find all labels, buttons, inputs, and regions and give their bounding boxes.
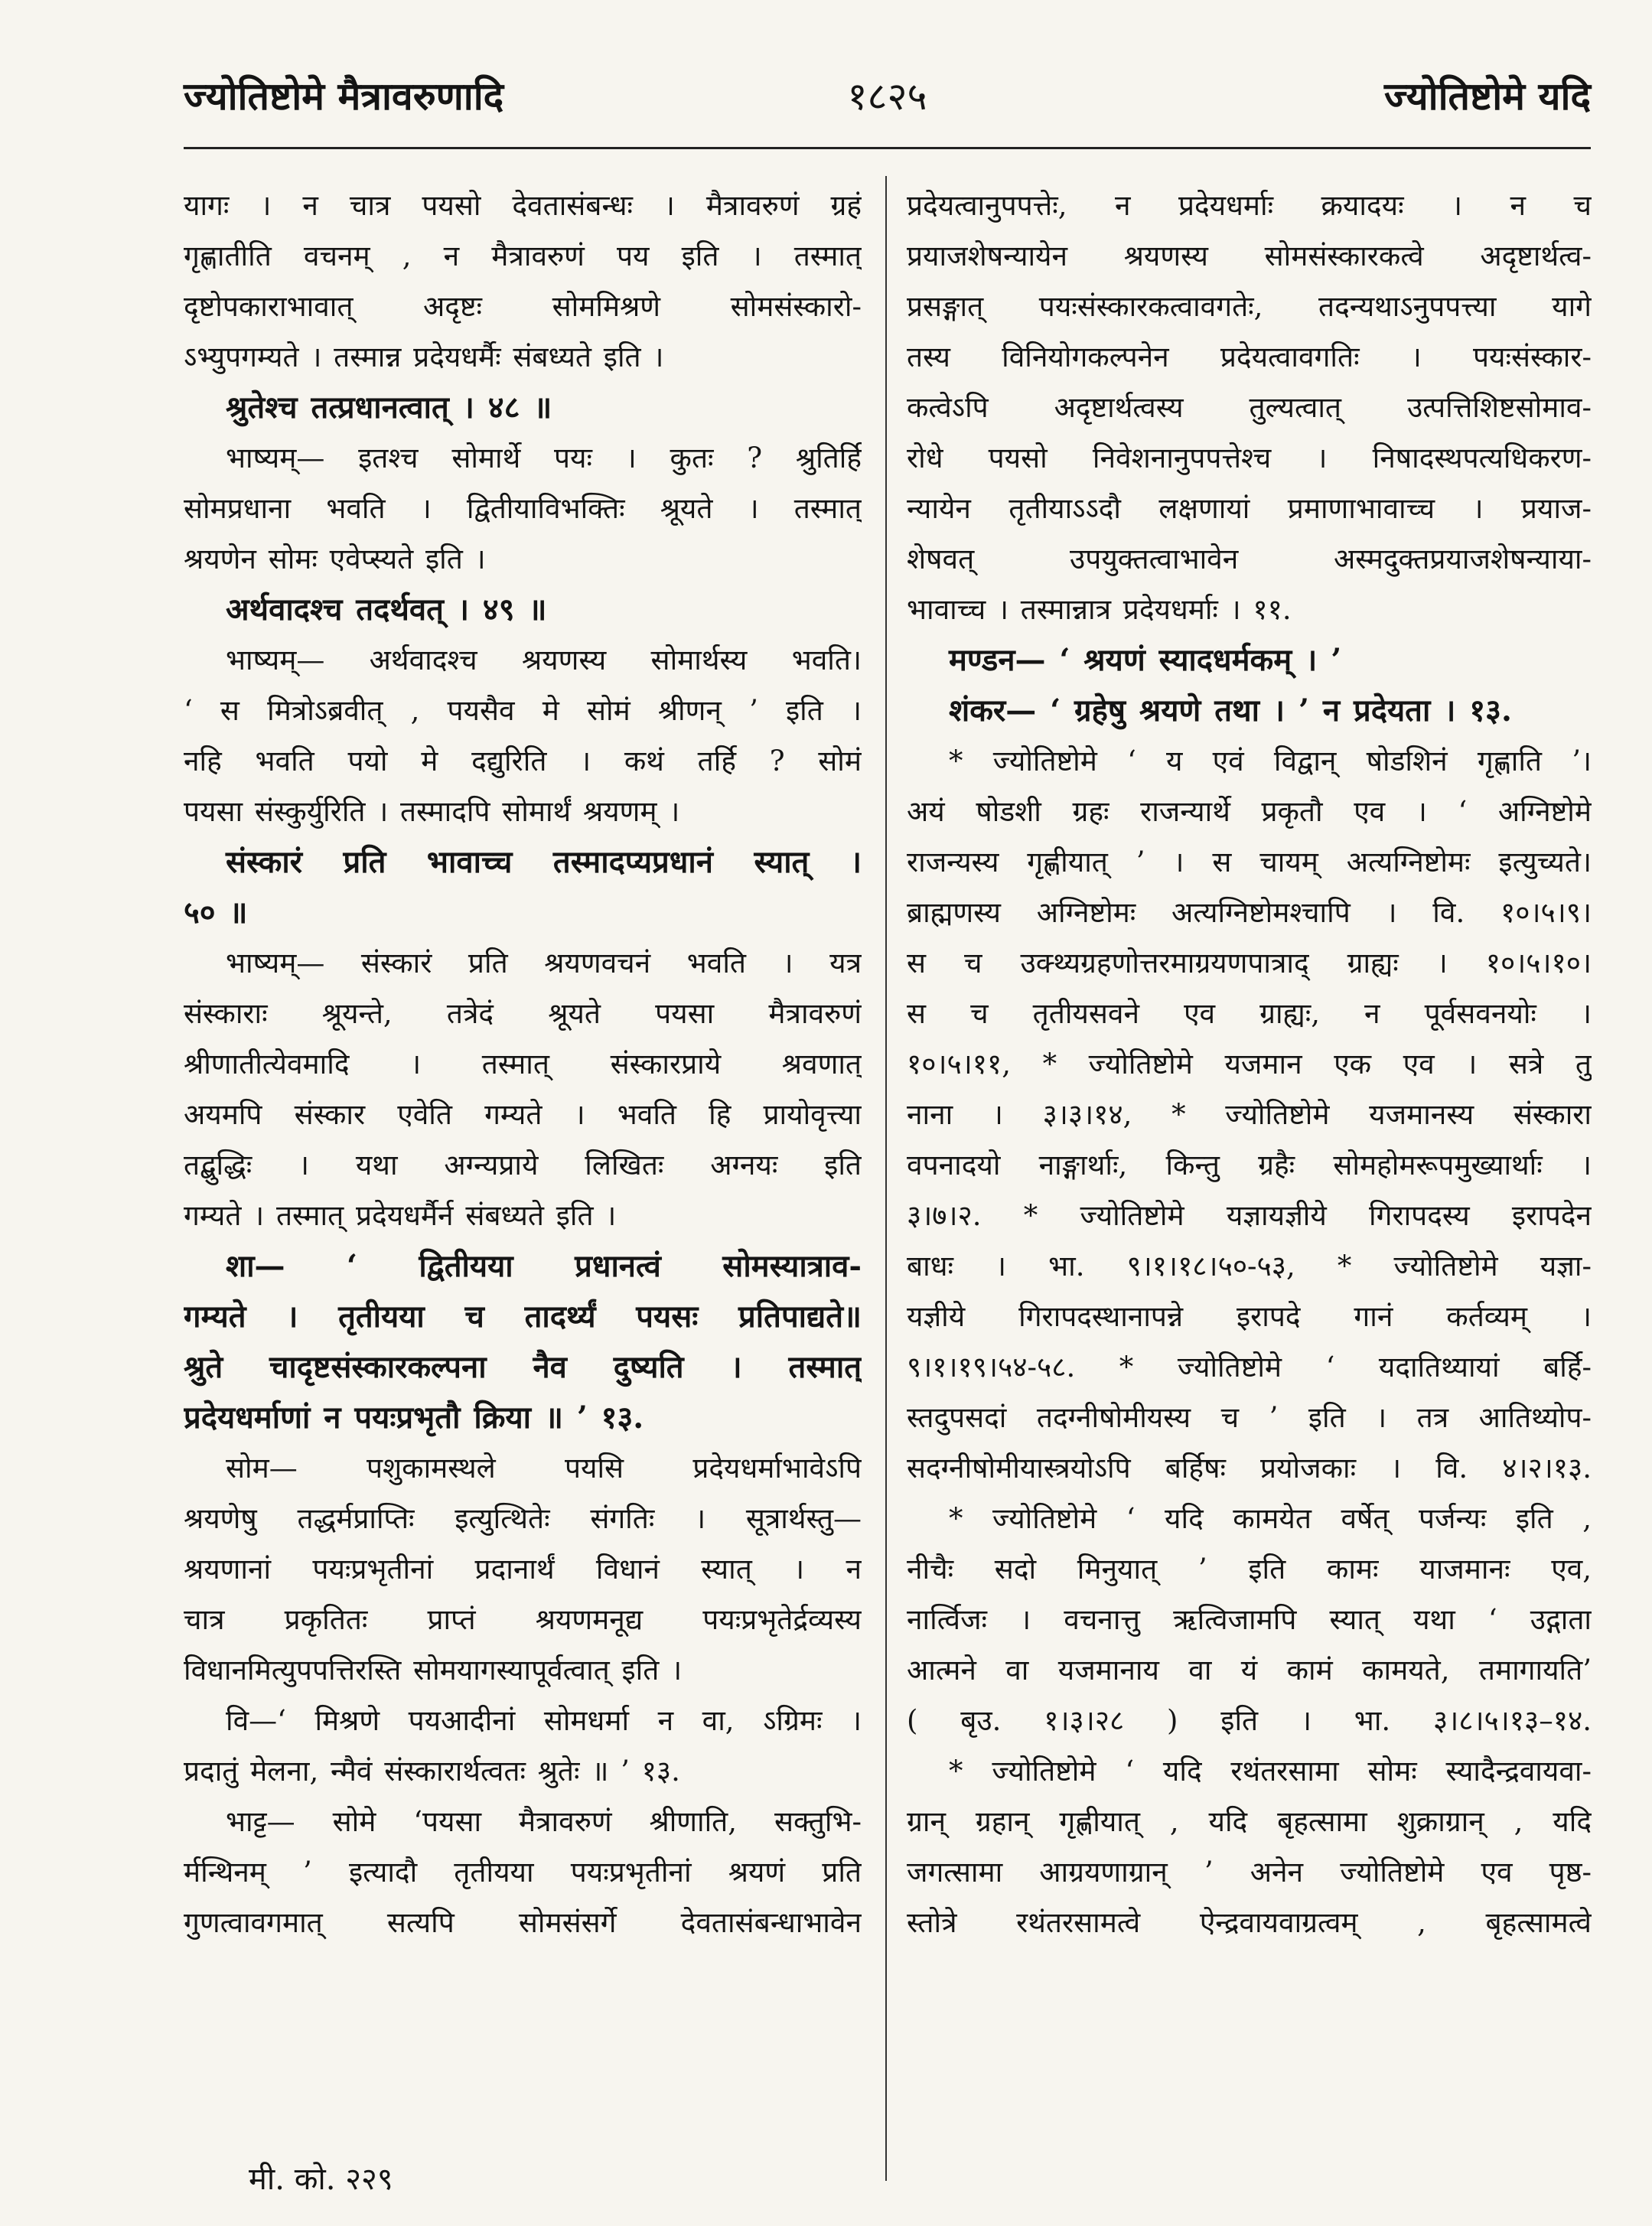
- text-line: राजन्यस्य गृह्णीयात् ’ । स चायम् अत्यग्निष्टोमः इत्युच्यते।: [907, 846, 1592, 878]
- text-line: अयमपि संस्कार एवेति गम्यते । भवति हि प्रायोवृत्त्या: [184, 1098, 862, 1131]
- text-line: चात्र प्रकृतितः प्राप्तं श्रयणमनूद्य पयःप्रभृतेर्द्रव्यस्य: [184, 1603, 862, 1636]
- text-line: गुणत्वावगमात् सत्यपि सोमसंसर्गे देवतासंबन्धाभावेन: [184, 1906, 862, 1939]
- text-line: नार्त्विजः । वचनात्तु ऋत्विजामपि स्यात् यथा ‘ उद्गाता: [907, 1603, 1592, 1636]
- page-header: [184, 69, 1591, 138]
- text-line: स्तदुपसदां तदग्नीषोमीयस्य च ’ इति । तत्र आतिथ्योप-: [907, 1401, 1592, 1434]
- header-rule: [184, 147, 1591, 149]
- shabara-verse: गम्यते । तृतीयया च तादर्थ्यं पयसः प्रतिपाद्यते॥: [184, 1299, 862, 1335]
- text-line: र्मन्थिनम् ’ इत्यादौ तृतीयया पयःप्रभृतीनां श्रयणं प्रति: [184, 1856, 862, 1889]
- text-line: ३।७।२. * ज्योतिष्टोमे यज्ञायज्ञीये गिरापदस्य इरापदेन: [907, 1199, 1592, 1232]
- text-line: न्यायेन तृतीयाऽऽदौ लक्षणायां प्रमाणाभावाच्च । प्रयाज-: [907, 492, 1592, 525]
- soma-commentary: सोम— पशुकामस्थले पयसि प्रदेयधर्माभावेऽपि: [226, 1452, 862, 1485]
- text-line: सदग्नीषोमीयास्त्रयोऽपि बर्हिषः प्रयोजकाः । वि. ४।२।१३.: [907, 1452, 1592, 1485]
- text-line: स्तोत्रे रथंतरसामत्वे ऐन्द्रवायवाग्रत्वम् , बृहत्सामत्वे: [907, 1906, 1592, 1939]
- sutra-49: अर्थवादश्च तदर्थवत् । ४९ ॥: [226, 592, 547, 627]
- text-line: ‘ स मित्रोऽब्रवीत् , पयसैव मे सोमं श्रीणन् ’ इति ।: [184, 694, 862, 727]
- text-line: गृह्णातीति वचनम् , न मैत्रावरुणं पय इति । तस्मात्: [184, 240, 862, 272]
- text-line: विधानमित्युपपत्तिरस्ति सोमयागस्यापूर्वत्वात् इति ।: [184, 1654, 683, 1687]
- text-line: यागः । न चात्र पयसो देवतासंबन्धः । मैत्रावरुणं ग्रहं: [184, 189, 862, 222]
- text-line: प्रदातुं मेलना, न्मैवं संस्कारार्थत्वतः श्रुतेः ॥ ’ १३.: [184, 1755, 680, 1788]
- text-line: रोधे पयसो निवेशनानुपपत्तेश्च । निषादस्थपत्यधिकरण-: [907, 442, 1592, 474]
- right-column: [907, 181, 1592, 2170]
- text-line: ९।१।१९।५४-५८. * ज्योतिष्टोमे ‘ यदातिथ्यायां बर्हि-: [907, 1351, 1592, 1384]
- text-line: शेषवत् उपयुक्तत्वाभावेन अस्मदुक्तप्रयाजशेषन्याया-: [907, 543, 1592, 575]
- text-line: गम्यते । तस्मात् प्रदेयधर्मैर्न संबध्यते इति ।: [184, 1199, 617, 1232]
- text-line: श्रयणेन सोमः एवेप्स्यते इति ।: [184, 543, 486, 575]
- text-line: प्रयाजशेषन्यायेन श्रयणस्य सोमसंस्कारकत्वे अदृष्टार्थत्व-: [907, 240, 1592, 272]
- sutra-50-number: ५० ॥: [184, 895, 248, 930]
- text-line: ब्राह्मणस्य अग्निष्टोमः अत्यग्निष्टोमश्चापि । वि. १०।५।९।: [907, 896, 1592, 929]
- text-line: ग्रान् ग्रहान् गृह्णीयात् , यदि बृहत्सामा शुक्राग्रान् , यदि: [907, 1805, 1592, 1838]
- text-line: वपनादयो नाङ्गार्थाः, किन्तु ग्रहैः सोमहोमरूपमुख्यार्थाः ।: [907, 1149, 1592, 1181]
- shankara-verse: शंकर— ‘ ग्रहेषु श्रयणे तथा । ’ न प्रदेयता । १३.: [949, 693, 1512, 728]
- text-line: श्रयणेषु तद्धर्मप्राप्तिः इत्युत्थितेः संगतिः । सूत्रार्थस्तु—: [184, 1502, 862, 1535]
- signature-mark: मी. को. २२९: [249, 2162, 393, 2197]
- shabara-verse: श्रुते चादृष्टसंस्कारकल्पना नैव दुष्यति । तस्मात्: [184, 1349, 862, 1385]
- bhashya-line: भाष्यम्— इतश्च सोमार्थे पयः । कुतः ? श्रुतिर्हि: [226, 442, 862, 474]
- text-line: पयसा संस्कुर्युरिति । तस्मादपि सोमार्थं श्रयणम् ।: [184, 795, 680, 828]
- text-line: नहि भवति पयो मे दद्युरिति । कथं तर्हि ? सोमं: [184, 745, 862, 777]
- text-line: सोमप्रधाना भवति । द्वितीयाविभक्तिः श्रूयते । तस्मात्: [184, 492, 862, 525]
- sutra-48: श्रुतेश्च तत्प्रधानत्वात् । ४८ ॥: [226, 389, 552, 425]
- sutra-50: संस्कारं प्रति भावाच्च तस्मादप्यप्रधानं स्यात् ।: [226, 844, 862, 880]
- text-line: श्रीणातीत्येवमादि । तस्मात् संस्कारप्राये श्रवणात्: [184, 1048, 862, 1080]
- text-line: प्रदेयत्वानुपपत्तेः, न प्रदेयधर्माः क्रयादयः । न च: [907, 189, 1592, 222]
- shabara-verse: प्रदेयधर्माणां न पयःप्रभृतौ क्रिया ॥ ’ १३.: [184, 1400, 644, 1436]
- text-line: तद्बुद्धिः । यथा अग्न्यप्राये लिखितः अग्नयः इति: [184, 1149, 862, 1181]
- left-column: [184, 181, 862, 2170]
- text-line: ( बृउ. १।३।२८ ) इति । भा. ३।८।५।१३–१४.: [907, 1704, 1592, 1737]
- running-head-left: ज्योतिष्टोमे मैत्रावरुणादि: [184, 73, 504, 119]
- running-head-right: ज्योतिष्टोमे यदि: [1384, 73, 1591, 119]
- text-line: भावाच्च । तस्मान्नात्र प्रदेयधर्माः । ११.: [907, 593, 1292, 626]
- vi-commentary: वि—‘ मिश्रणे पयआदीनां सोमधर्मा न वा, ऽग्रिमः ।: [226, 1704, 862, 1737]
- bhashya-line: भाष्यम्— अर्थवादश्च श्रयणस्य सोमार्थस्य भवति।: [226, 644, 862, 676]
- index-entry: * ज्योतिष्टोमे ‘ यदि कामयेत वर्षेत् पर्जन्यः इति ,: [949, 1502, 1592, 1535]
- text-line: ऽभ्युपगम्यते । तस्मान्न प्रदेयधर्मैः संबध्यते इति ।: [184, 341, 664, 373]
- column-divider: [885, 176, 887, 2181]
- mandana-verse: मण्डन— ‘ श्रयणं स्यादधर्मकम् । ’: [949, 642, 1342, 678]
- text-line: बाधः । भा. ९।१।१८।५०-५३, * ज्योतिष्टोमे यज्ञा-: [907, 1250, 1592, 1282]
- text-line: दृष्टोपकाराभावात् अदृष्टः सोममिश्रणे सोमसंस्कारो-: [184, 290, 862, 323]
- index-entry: * ज्योतिष्टोमे ‘ य एवं विद्वान् षोडशिनं गृह्णाति ’।: [949, 745, 1592, 777]
- text-line: १०।५।११, * ज्योतिष्टोमे यजमान एक एव । सत्रे तु: [907, 1048, 1592, 1080]
- text-line: आत्मने वा यजमानाय वा यं कामं कामयते, तमागायति’: [907, 1654, 1592, 1687]
- text-line: स च उक्थ्यग्रहणोत्तरमाग्रयणपात्राद् ग्राह्यः । १०।५।१०।: [907, 947, 1592, 979]
- index-entry: * ज्योतिष्टोमे ‘ यदि रथंतरसामा सोमः स्यादैन्द्रवायवा-: [949, 1755, 1592, 1788]
- text-line: श्रयणानां पयःप्रभृतीनां प्रदानार्थं विधानं स्यात् । न: [184, 1553, 862, 1586]
- text-line: स च तृतीयसवने एव ग्राह्यः, न पूर्वसवनयोः ।: [907, 997, 1592, 1030]
- text-line: नीचैः सदो मिनुयात् ’ इति कामः याजमानः एव,: [907, 1553, 1592, 1586]
- text-line: नाना । ३।३।१४, * ज्योतिष्टोमे यजमानस्य संस्कारा: [907, 1098, 1592, 1131]
- bhatta-commentary: भाट्ट— सोमे ‘पयसा मैत्रावरुणं श्रीणाति, सक्तुभि-: [226, 1805, 862, 1838]
- page-number: १८२५: [847, 74, 927, 119]
- text-line: संस्काराः श्रूयन्ते, तत्रेदं श्रूयते पयसा मैत्रावरुणं: [184, 997, 862, 1030]
- text-line: यज्ञीये गिरापदस्थानापन्ने इरापदे गानं कर्तव्यम् ।: [907, 1300, 1592, 1333]
- text-line: जगत्सामा आग्रयणाग्रान् ’ अनेन ज्योतिष्टोमे एव पृष्ठ-: [907, 1856, 1592, 1889]
- shabara-verse: शा— ‘ द्वितीयया प्रधानत्वं सोमस्यात्राव-: [226, 1248, 862, 1284]
- text-line: कत्वेऽपि अदृष्टार्थत्वस्य तुल्यत्वात् उत्पत्तिशिष्टसोमाव-: [907, 391, 1592, 424]
- text-line: तस्य विनियोगकल्पनेन प्रदेयत्वावगतिः । पयःसंस्कार-: [907, 341, 1592, 373]
- text-line: अयं षोडशी ग्रहः राजन्यार्थे प्रकृतौ एव । ‘ अग्निष्टोमे: [907, 795, 1592, 828]
- text-line: प्रसङ्गात् पयःसंस्कारकत्वावगतेः, तदन्यथाऽनुपपत्त्या यागे: [907, 290, 1592, 323]
- bhashya-line: भाष्यम्— संस्कारं प्रति श्रयणवचनं भवति । यत्र: [226, 947, 862, 979]
